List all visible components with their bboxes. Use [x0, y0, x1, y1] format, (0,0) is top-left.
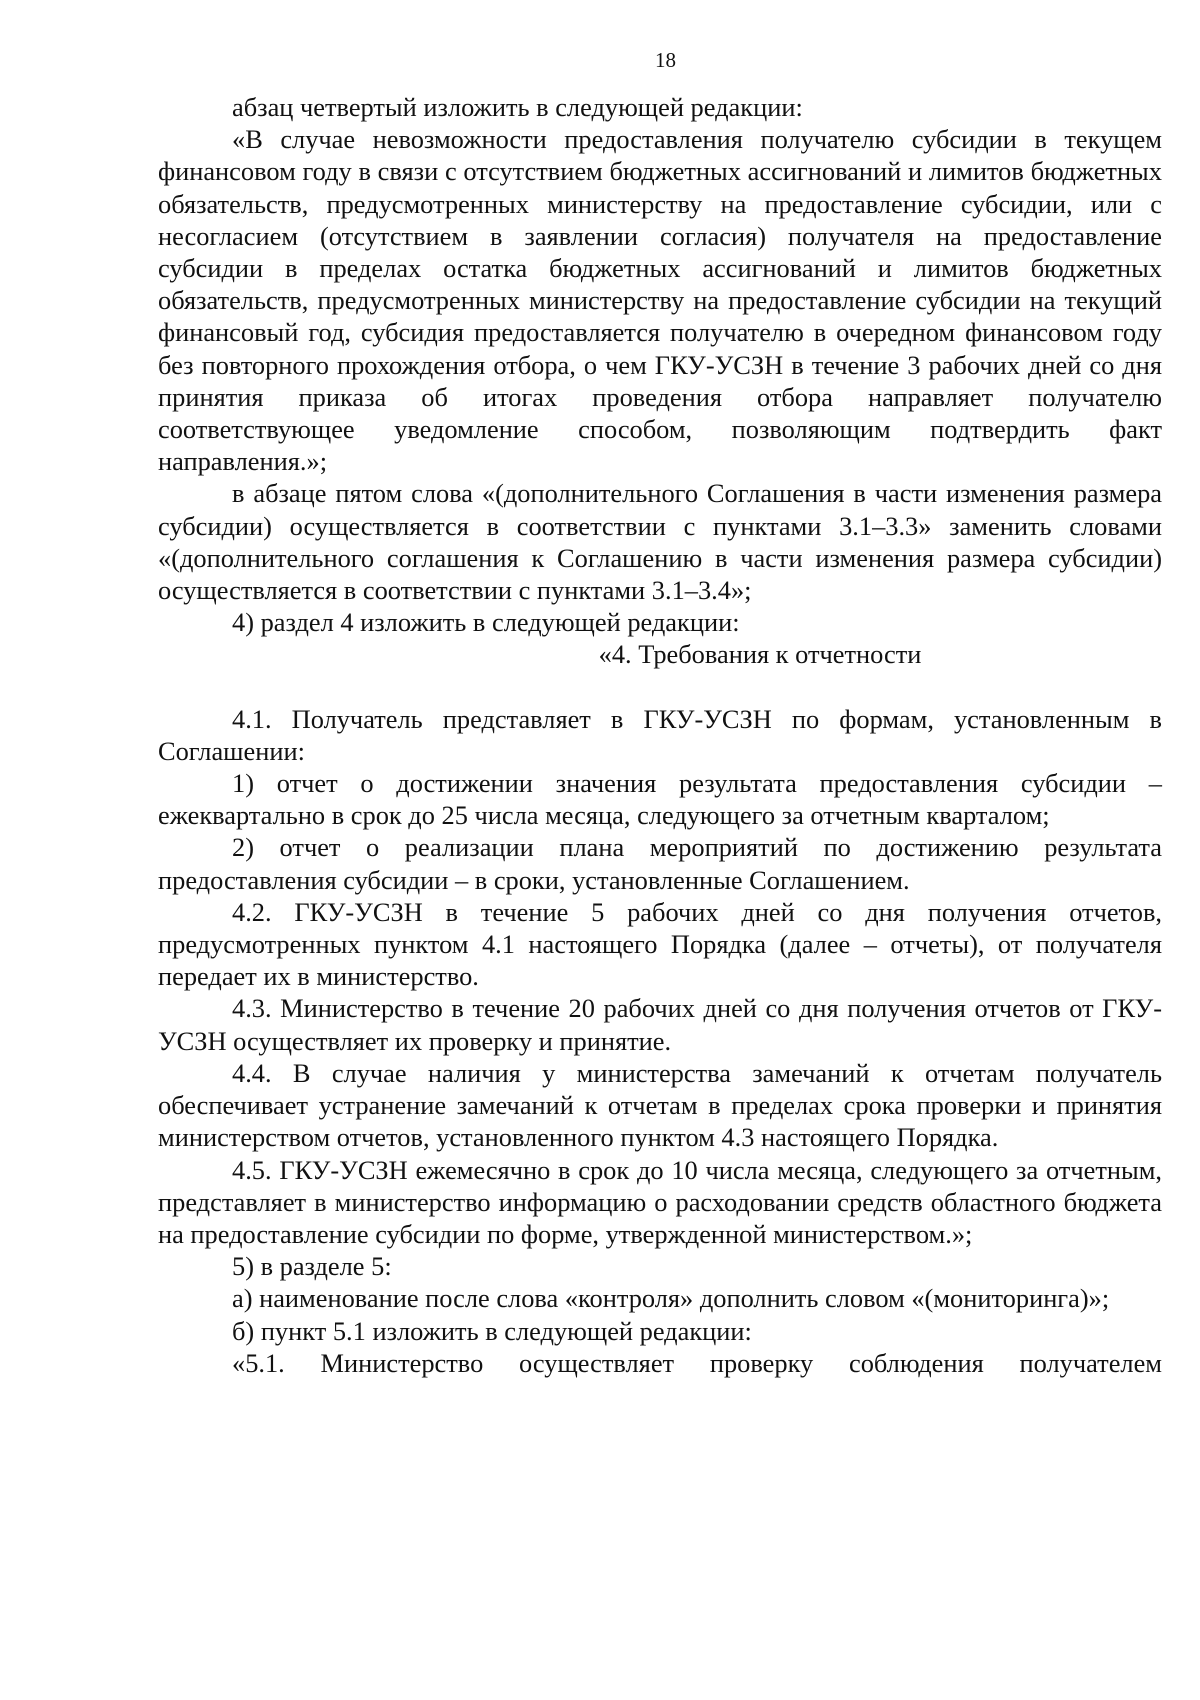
paragraph-quoted-amendment: «В случае невозможности предоставления получателю субсидии в текущем финансовом году в связи с отсутствием бюджетных ассигнований и лимитов бюджетных обязательств, предусмотренных министерству на предоставление субсидии, или с несогласием (отсутствием в заявлении согласия) получателя на предоставление субсидии в пределах остатка бюджетных ассигнований и лимитов бюджетных обязательств, предусмотренных министерству на предоставление субсидии на текущий финансовый год, субсидия предоставляется получателю в очередном финансовом году без повторного прохождения отбора, о чем ГКУ-УСЗН в течение 3 рабочих дней со дня принятия приказа об итогах проведения отбора направляет получателю соответствующее уведомление способом, позволяющим подтвердить факт направления.»; — [158, 124, 1162, 477]
paragraph-fifth-abzac: в абзаце пятом слова «(дополнительного Соглашения в части изменения размера субсидии) осуществляется в соответствии с пунктами 3.1–3.3» заменить словами «(дополнительного соглашения к Соглашению в части изменения размера субсидии) осуществляется в соответствии с пунктами 3.1–3.4»; — [158, 478, 1162, 606]
paragraph-4-2: 4.2. ГКУ-УСЗН в течение 5 рабочих дней со дня получения отчетов, предусмотренных пунктом 4.1 настоящего Порядка (далее – отчеты), от получателя передает их в министерство. — [158, 896, 1162, 992]
paragraph-5-a: а) наименование после слова «контроля» дополнить словом «(мониторинга)»; — [232, 1283, 1110, 1314]
paragraph-4-1-item-1: 1) отчет о достижении значения результата предоставления субсидии – ежеквартально в срок до 25 числа месяца, следующего за отчетным кварталом; — [158, 768, 1162, 831]
paragraph-4-4: 4.4. В случае наличия у министерства замечаний к отчетам получатель обеспечивает устранение замечаний к отчетам в пределах срока проверки и принятия министерством отчетов, установленного пунктом 4.3 настоящего Порядка. — [158, 1057, 1162, 1153]
paragraph-4-5: 4.5. ГКУ-УСЗН ежемесячно в срок до 10 числа месяца, следующего за отчетным, представляет в министерство информацию о расходовании средств областного бюджета на предоставление субсидии по форме, утвержденной министерством.»; — [158, 1154, 1162, 1249]
paragraph-4-1: 4.1. Получатель представляет в ГКУ-УСЗН по формам, установленным в Соглашении: — [158, 703, 1162, 766]
paragraph-intro: абзац четвертый изложить в следующей редакции: — [232, 92, 803, 122]
section-title: «4. Требования к отчетности — [598, 639, 922, 670]
paragraph-5-1: «5.1. Министерство осуществляет проверку соблюдения получателем — [232, 1347, 1162, 1378]
document-body — [158, 91, 1162, 1379]
paragraph-5-b: б) пункт 5.1 изложить в следующей редакции: — [232, 1315, 752, 1346]
paragraph-section4-intro: 4) раздел 4 изложить в следующей редакции: — [232, 607, 740, 638]
paragraph-section5-intro: 5) в разделе 5: — [232, 1251, 392, 1282]
page-number: 18 — [655, 48, 676, 72]
paragraph-4-3: 4.3. Министерство в течение 20 рабочих дней со дня получения отчетов от ГКУ-УСЗН осуществляет их проверку и принятие. — [158, 993, 1162, 1056]
paragraph-4-1-item-2: 2) отчет о реализации плана мероприятий по достижению результата предоставления субсидии – в сроки, установленные Соглашением. — [158, 832, 1162, 895]
section-gap — [158, 671, 1162, 703]
